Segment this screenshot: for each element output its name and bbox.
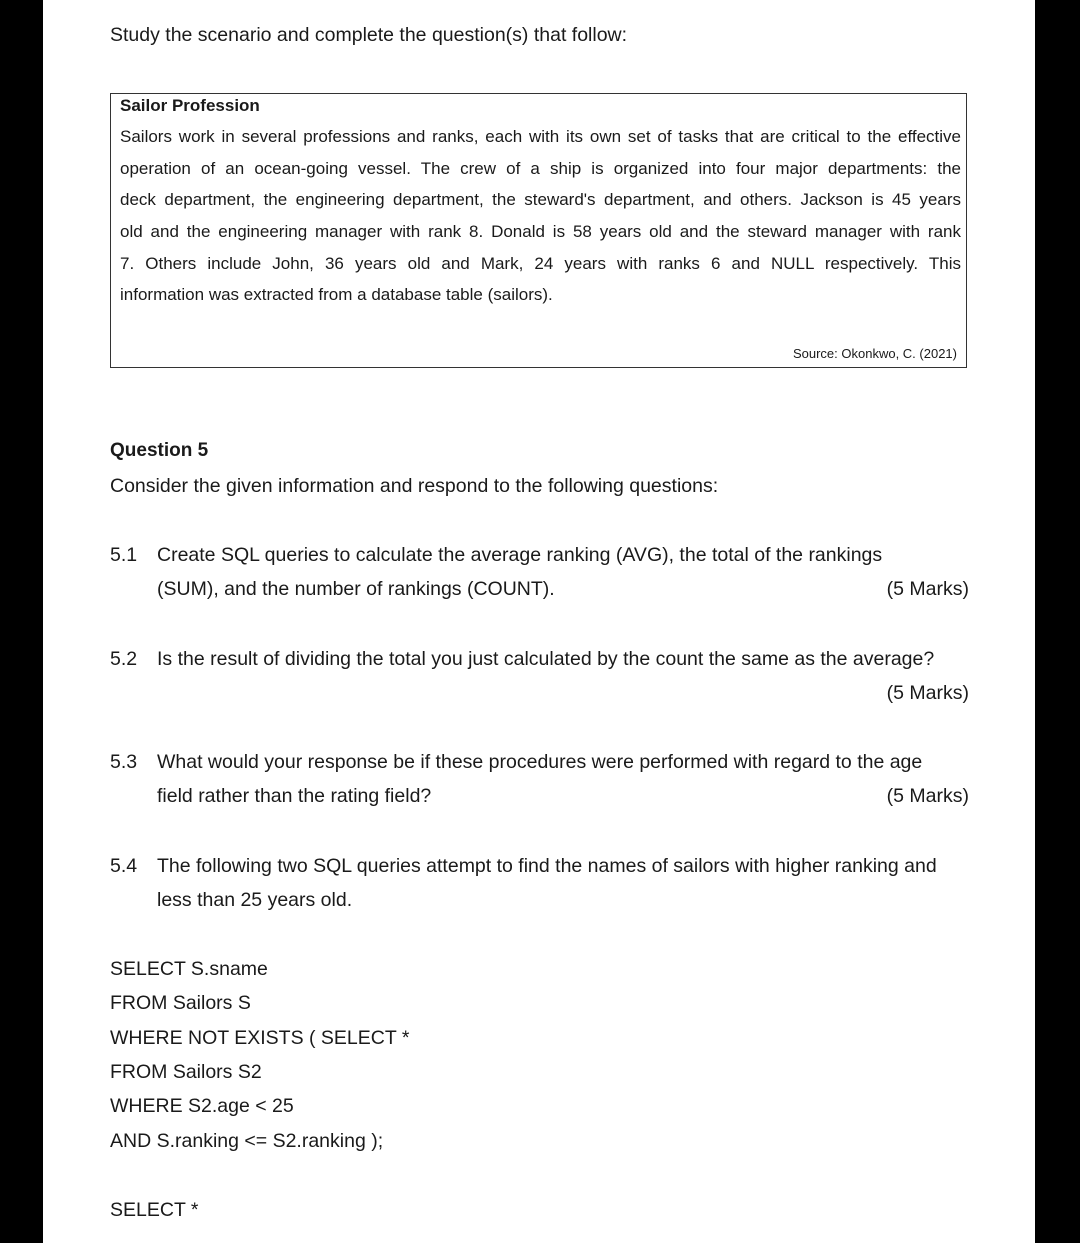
scenario-line: old and the engineering manager with rank 8. Donald is 58 years old and the steward manager with rank — [120, 222, 961, 241]
scenario-line: Sailors work in several professions and ranks, each with its own set of tasks that are critical to the effective — [120, 127, 961, 146]
question-text: (SUM), and the number of rankings (COUNT). — [157, 578, 555, 600]
question-number: 5.2 — [110, 648, 138, 670]
scenario-line: deck department, the engineering department, the steward's department, and others. Jackson is 45 years — [120, 190, 961, 209]
question-text: Is the result of dividing the total you just calculated by the count the same as the average? — [157, 648, 935, 670]
question-text: field rather than the rating field? — [157, 785, 432, 807]
question-text: The following two SQL queries attempt to find the names of sailors with higher ranking and — [157, 855, 937, 877]
document-page — [43, 0, 1035, 1243]
scenario-box — [110, 93, 967, 368]
question-text: less than 25 years old. — [157, 889, 353, 911]
instructions: Study the scenario and complete the question(s) that follow: — [110, 24, 628, 46]
marks-label: (5 Marks) — [886, 682, 969, 704]
sql-line: WHERE NOT EXISTS ( SELECT * — [110, 1027, 410, 1049]
scenario-line: operation of an ocean-going vessel. The crew of a ship is organized into four major departments: the — [120, 159, 961, 178]
question-title: Question 5 — [110, 440, 209, 461]
question-lead: Consider the given information and respond to the following questions: — [110, 475, 719, 497]
question-text: What would your response be if these procedures were performed with regard to the age — [157, 751, 923, 773]
question-text: Create SQL queries to calculate the average ranking (AVG), the total of the rankings — [157, 544, 883, 566]
question-number: 5.4 — [110, 855, 138, 877]
sql-line: AND S.ranking <= S2.ranking ); — [110, 1130, 384, 1152]
source-citation: Source: Okonkwo, C. (2021) — [792, 346, 957, 361]
scenario-title: Sailor Profession — [120, 96, 260, 115]
sql-line: FROM Sailors S — [110, 992, 251, 1014]
question-number: 5.3 — [110, 751, 138, 773]
marks-label: (5 Marks) — [886, 785, 969, 807]
sql-line: WHERE S2.age < 25 — [110, 1095, 294, 1117]
sql-line: SELECT S.sname — [110, 958, 268, 980]
marks-label: (5 Marks) — [886, 578, 969, 600]
scenario-line: 7. Others include John, 36 years old and Mark, 24 years with ranks 6 and NULL respectively. This — [120, 254, 961, 273]
scenario-line: information was extracted from a database table (sailors). — [120, 285, 553, 304]
sql-line: SELECT * — [110, 1199, 199, 1221]
sql-line: FROM Sailors S2 — [110, 1061, 262, 1083]
question-number: 5.1 — [110, 544, 138, 566]
